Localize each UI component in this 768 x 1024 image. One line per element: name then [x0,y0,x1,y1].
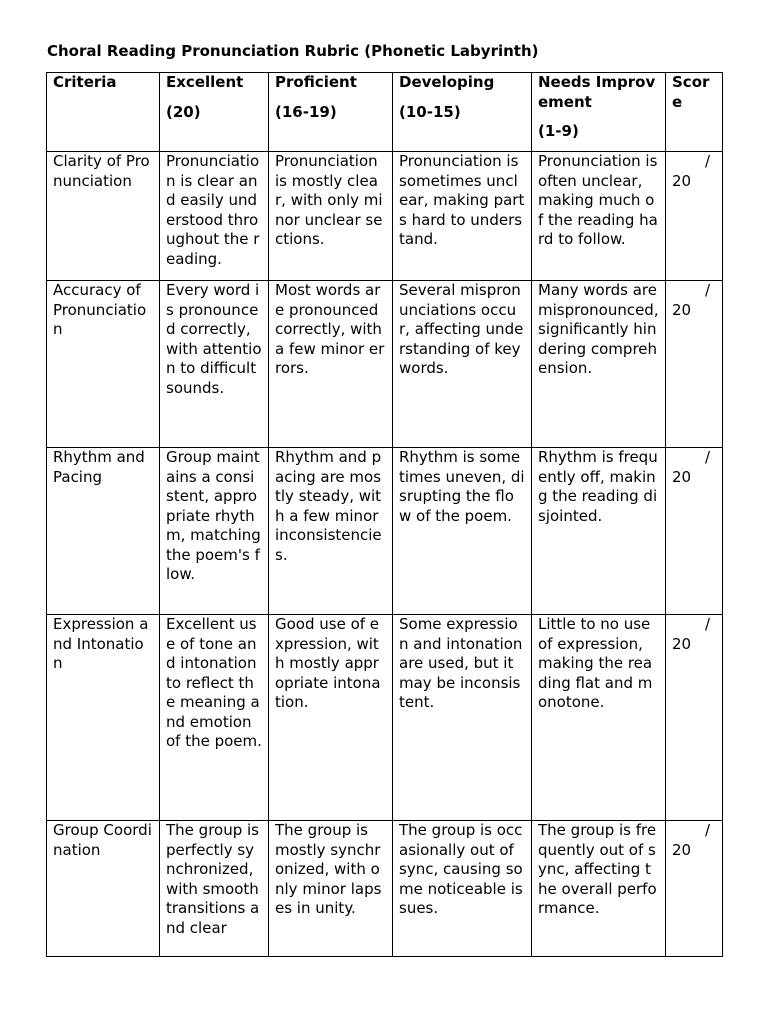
header-score [666,73,723,152]
header-proficient [269,73,393,152]
needs-improvement-cell: Rhythm is frequently off, making the reading disjointed. [532,448,666,615]
criteria-cell: Group Coordination [47,821,160,957]
score-max: 20 [672,634,692,653]
needs-improvement-cell: Pronunciation is often unclear, making much of the reading hard to follow. [532,152,666,281]
table-row [47,448,723,615]
developing-cell: Several mispronunciations occur, affecting understanding of key words. [393,281,532,448]
excellent-cell: Excellent use of tone and intonation to reflect the meaning and emotion of the poem. [160,615,269,821]
score-slash: / [704,615,710,633]
header-label: Excellent [166,73,244,91]
table-row [47,281,723,448]
criteria-cell: Rhythm and Pacing [47,448,160,615]
score-max: 20 [672,171,692,190]
header-label: Needs Improvement [538,73,656,111]
table-row [47,615,723,821]
proficient-cell: Good use of expression, with mostly appropriate intonation. [269,615,393,821]
header-range: (1-9) [538,122,579,140]
score-cell [666,281,723,448]
developing-cell: The group is occasionally out of sync, causing some noticeable issues. [393,821,532,957]
header-range: (20) [166,102,201,121]
proficient-cell: Rhythm and pacing are mostly steady, with a few minor inconsistencies. [269,448,393,615]
table-row [47,821,723,957]
developing-cell: Rhythm is sometimes uneven, disrupting the flow of the poem. [393,448,532,615]
header-developing [393,73,532,152]
header-label: Proficient [275,73,357,91]
excellent-cell: Pronunciation is clear and easily understood throughout the reading. [160,152,269,281]
header-needs-improvement [532,73,666,152]
score-max: 20 [672,300,692,319]
needs-improvement-cell: Many words are mispronounced, significantly hindering comprehension. [532,281,666,448]
score-cell [666,152,723,281]
score-slash: / [704,281,710,299]
score-max: 20 [672,840,692,859]
proficient-cell: Most words are pronounced correctly, with a few minor errors. [269,281,393,448]
header-label: Criteria [53,73,117,91]
score-cell [666,448,723,615]
proficient-cell: Pronunciation is mostly clear, with only minor unclear sections. [269,152,393,281]
excellent-cell: The group is perfectly synchronized, with smooth transitions and clear [160,821,269,957]
header-label: Developing [399,73,495,91]
score-slash: / [704,448,710,466]
header-label: Score [672,73,710,111]
needs-improvement-cell: The group is frequently out of sync, affecting the overall performance. [532,821,666,957]
excellent-cell: Group maintains a consistent, appropriate rhythm, matching the poem's flow. [160,448,269,615]
header-criteria [47,73,160,152]
score-slash: / [704,821,710,839]
excellent-cell: Every word is pronounced correctly, with attention to difficult sounds. [160,281,269,448]
criteria-cell: Clarity of Pronunciation [47,152,160,281]
developing-cell: Some expression and intonation are used, but it may be inconsistent. [393,615,532,821]
rubric-table [46,72,723,957]
criteria-cell: Accuracy of Pronunciation [47,281,160,448]
score-max: 20 [672,467,692,486]
document-title: Choral Reading Pronunciation Rubric (Phonetic Labyrinth) [47,42,539,60]
header-range: (10-15) [399,102,461,121]
criteria-cell: Expression and Intonation [47,615,160,821]
table-row [47,152,723,281]
header-row [47,73,723,152]
score-cell [666,821,723,957]
header-range: (16-19) [275,102,337,121]
score-cell [666,615,723,821]
score-slash: / [704,152,710,170]
needs-improvement-cell: Little to no use of expression, making the reading flat and monotone. [532,615,666,821]
proficient-cell: The group is mostly synchronized, with only minor lapses in unity. [269,821,393,957]
developing-cell: Pronunciation is sometimes unclear, making parts hard to understand. [393,152,532,281]
header-excellent [160,73,269,152]
